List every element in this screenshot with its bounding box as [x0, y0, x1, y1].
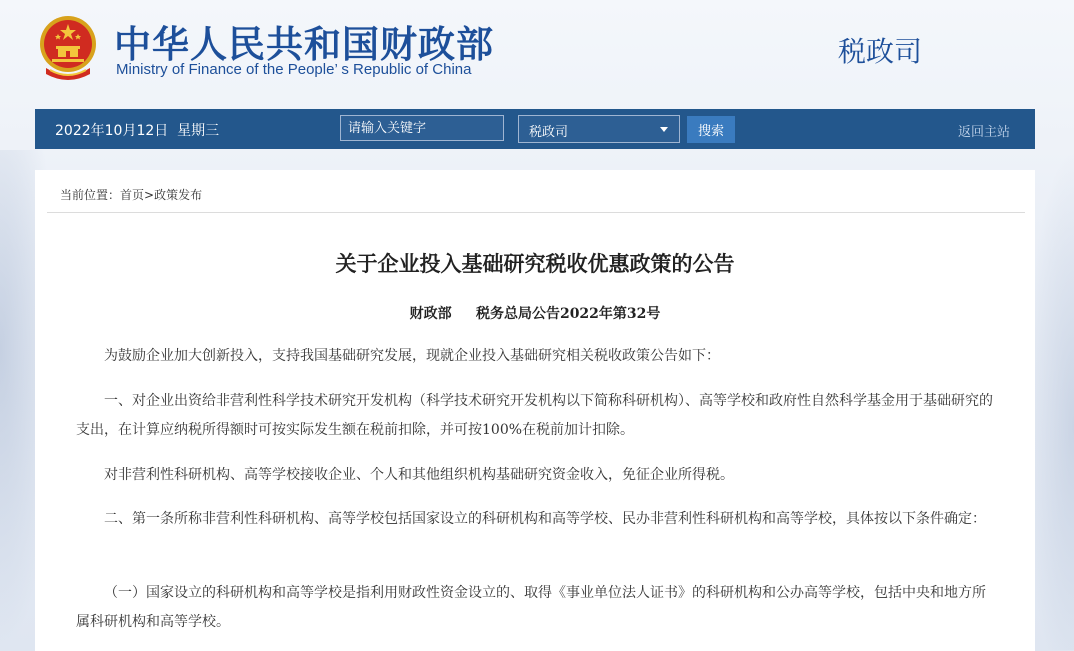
search-scope-select[interactable] — [518, 115, 680, 143]
article-paragraph: 对非营利性科研机构、高等学校接收企业、个人和其他组织机构基础研究资金收入，免征企业所得税。 — [104, 467, 734, 483]
site-title-en: Ministry of Finance of the People’ s Republic of China — [116, 61, 472, 78]
search-input[interactable] — [340, 115, 504, 141]
content-panel — [35, 170, 1035, 651]
article-paragraph: 二、第一条所称非营利性科研机构、高等学校包括国家设立的科研机构和高等学校、民办非营利性科研机构和高等学校，具体按以下条件确定： — [104, 511, 986, 527]
department-name: 税政司 — [838, 35, 923, 68]
article-paragraph: 为鼓励企业加大创新投入，支持我国基础研究发展，现就企业投入基础研究相关税收政策公告如下： — [104, 348, 720, 364]
breadcrumb-current-link[interactable]: 政策发布 — [154, 188, 203, 202]
current-date: 2022年10月12日 星期三 — [55, 123, 220, 139]
breadcrumb-prefix: 当前位置： — [60, 188, 121, 202]
article-paragraph: （一）国家设立的科研机构和高等学校是指利用财政性资金设立的、取得《事业单位法人证书》的科研机构和公办高等学校，包括中央和地方所属科研机构和高等学校。 — [76, 585, 986, 630]
return-home-link[interactable]: 返回主站 — [958, 125, 1011, 140]
chevron-down-icon — [660, 127, 668, 132]
national-emblem-icon — [36, 12, 100, 80]
article-paragraph: 一、对企业出资给非营利性科学技术研究开发机构（科学技术研究开发机构以下简称科研机构）、高等学校和政府性自然科学基金用于基础研究的支出，在计算应纳税所得额时可按实际发生额在税前扣除，并可按100%在税前加计扣除。 — [76, 393, 993, 438]
breadcrumb-divider — [47, 212, 1025, 213]
site-title-cn: 中华人民共和国财政部 — [114, 22, 494, 66]
article-title: 关于企业投入基础研究税收优惠政策的公告 — [335, 251, 735, 276]
breadcrumb-separator: > — [144, 188, 155, 202]
toolbar — [35, 109, 1035, 149]
article-issuer: 财政部 税务总局公告2022年第32号 — [409, 306, 661, 322]
search-scope-value: 税政司 — [529, 125, 569, 140]
breadcrumb — [60, 186, 202, 203]
breadcrumb-home-link[interactable]: 首页 — [120, 188, 145, 202]
search-button[interactable]: 搜索 — [687, 116, 735, 143]
site-header — [0, 0, 1074, 108]
